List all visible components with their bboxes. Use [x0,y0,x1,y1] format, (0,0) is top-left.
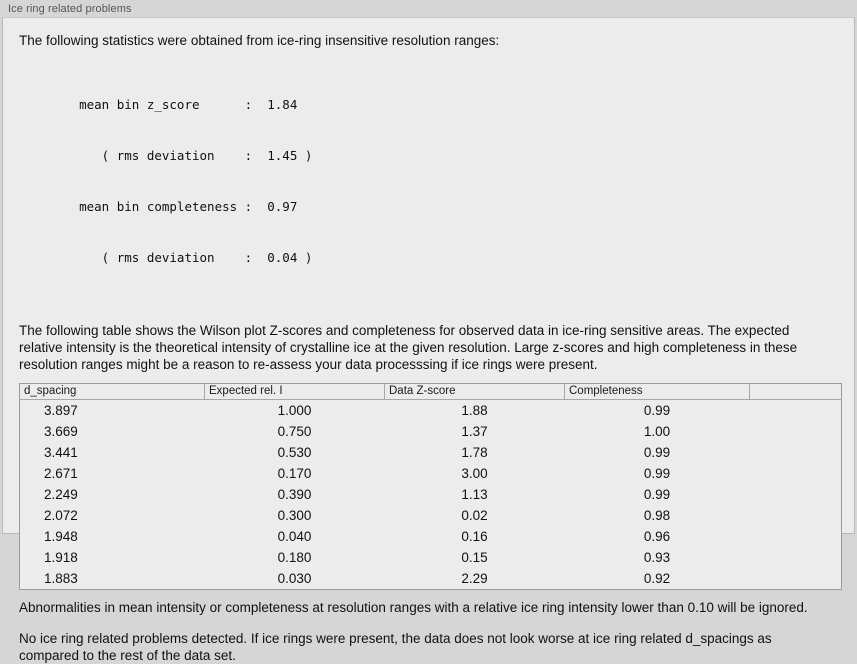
stats-line-mean-completeness: mean bin completeness : 0.97 [49,199,298,214]
cell-completeness: 0.99 [643,445,671,460]
intro-paragraph: The following statistics were obtained from ice-ring insensitive resolution ranges: [19,33,500,48]
table-header-row [20,384,842,400]
window-titlebar [0,0,857,17]
cell-d-spacing: 2.072 [44,508,78,523]
cell-expected-rel-i: 0.390 [277,487,312,502]
cell-expected-rel-i: 0.030 [277,571,312,586]
table-row [20,505,842,526]
table-row [20,463,842,484]
cell-completeness: 1.00 [643,424,671,439]
cell-data-z-score: 1.78 [461,445,488,460]
cell-d-spacing: 1.948 [44,529,78,544]
cell-spacer [750,547,842,568]
cell-spacer [750,526,842,547]
ice-ring-table [19,383,842,590]
cell-expected-rel-i: 0.530 [277,445,312,460]
cell-spacer [750,463,842,484]
stats-line-mean-z-score: mean bin z_score : 1.84 [49,97,298,112]
conclusion-paragraph: No ice ring related problems detected. If ice rings were present, the data does not look worse at ice ring related d_spacings as compared to the rest of the data set. [19,631,772,663]
table-row [20,400,842,422]
cell-data-z-score: 0.02 [461,508,488,523]
report-content-panel [2,17,855,663]
cell-d-spacing: 3.441 [44,445,78,460]
stats-line-z-score-rms: ( rms deviation : 1.45 ) [49,148,313,163]
cell-spacer [750,484,842,505]
cell-expected-rel-i: 0.300 [277,508,312,523]
cell-d-spacing: 2.671 [44,466,78,481]
cell-expected-rel-i: 1.000 [277,403,312,418]
table-row [20,547,842,568]
note-paragraph: Abnormalities in mean intensity or completeness at resolution ranges with a relative ice ring intensity lower than 0.10 will be ignored. [19,600,808,615]
table-row [20,442,842,463]
cell-expected-rel-i: 0.170 [277,466,312,481]
column-header-spacer[interactable] [750,384,842,400]
cell-completeness: 0.92 [643,571,671,586]
cell-data-z-score: 0.15 [461,550,488,565]
column-header-expected-rel-i[interactable]: Expected rel. I [205,384,385,400]
cell-spacer [750,400,842,422]
cell-data-z-score: 0.16 [461,529,488,544]
cell-data-z-score: 2.29 [461,571,488,586]
cell-completeness: 0.93 [643,550,671,565]
cell-data-z-score: 1.13 [461,487,488,502]
cell-d-spacing: 1.918 [44,550,78,565]
cell-spacer [750,505,842,526]
cell-completeness: 0.98 [643,508,671,523]
cell-data-z-score: 1.88 [461,403,488,418]
table-row [20,526,842,547]
cell-completeness: 0.99 [643,403,671,418]
statistics-block [49,62,838,300]
table-row [20,421,842,442]
cell-d-spacing: 3.897 [44,403,78,418]
column-header-completeness[interactable]: Completeness [565,384,750,400]
cell-expected-rel-i: 0.040 [277,529,312,544]
cell-completeness: 0.99 [643,487,671,502]
table-row [20,568,842,590]
column-header-d-spacing[interactable]: d_spacing [20,384,205,400]
column-header-data-z-score[interactable]: Data Z-score [385,384,565,400]
explanation-paragraph: The following table shows the Wilson plot Z-scores and completeness for observed data in ice-ring sensitive areas. The expected relative intensity is the theoretical intensity of crystalline ice at the given resolution. Large z-scores and high completeness in these resolution ranges might be a reason to re-assess your data processsing if ice rings were present. [19,323,798,372]
cell-spacer [750,568,842,590]
cell-spacer [750,421,842,442]
cell-data-z-score: 1.37 [461,424,488,439]
window-title: Ice ring related problems [8,2,132,15]
cell-completeness: 0.99 [643,466,671,481]
cell-d-spacing: 3.669 [44,424,78,439]
cell-expected-rel-i: 0.750 [277,424,312,439]
cell-completeness: 0.96 [643,529,671,544]
cell-d-spacing: 2.249 [44,487,78,502]
table-row [20,484,842,505]
cell-spacer [750,442,842,463]
cell-expected-rel-i: 0.180 [277,550,312,565]
stats-line-completeness-rms: ( rms deviation : 0.04 ) [49,250,313,265]
cell-data-z-score: 3.00 [461,466,488,481]
cell-d-spacing: 1.883 [44,571,78,586]
